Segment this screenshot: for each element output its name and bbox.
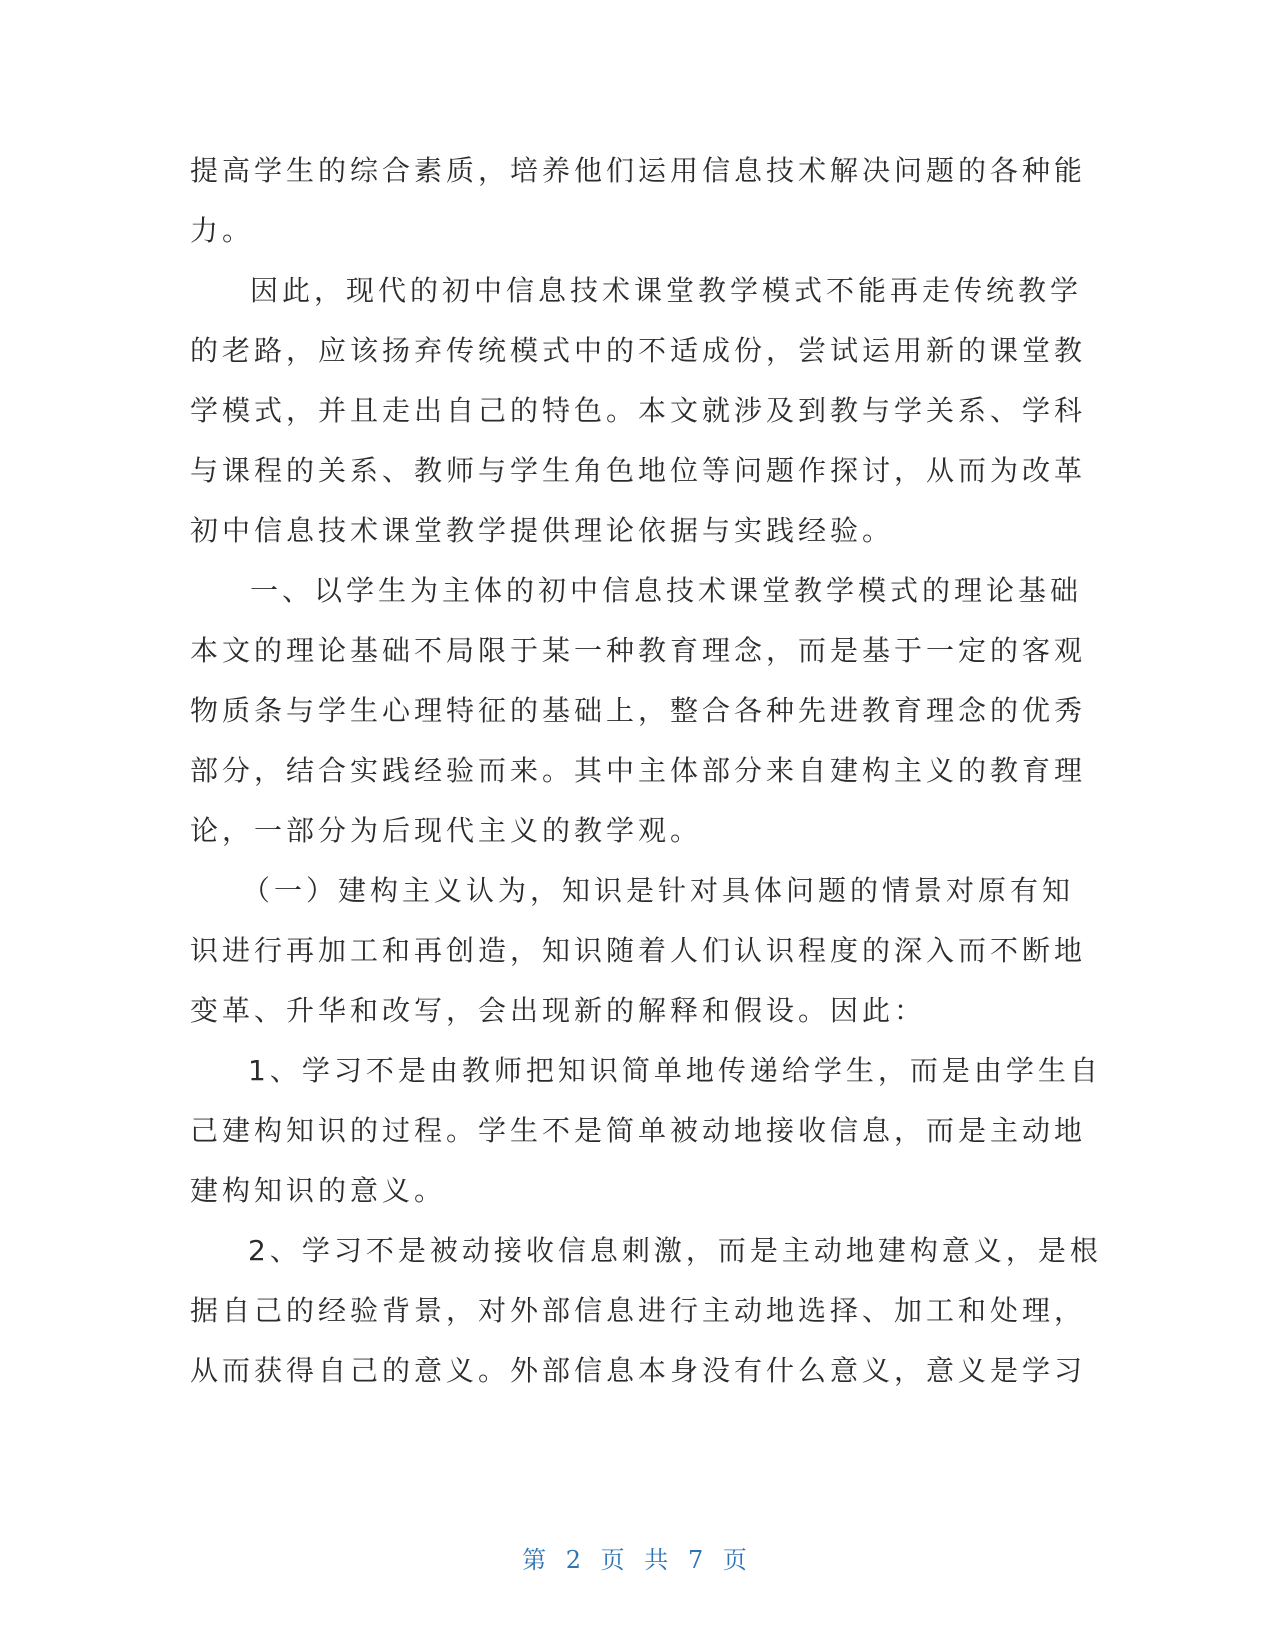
text-line: 1、学习不是由教师把知识简单地传递给学生，而是由学生自 [248, 1054, 1102, 1087]
text-line: 力。 [190, 214, 255, 247]
text-line: 与课程的关系、教师与学生角色地位等问题作探讨，从而为改革 [190, 454, 1087, 487]
text-line: 学模式，并且走出自己的特色。本文就涉及到教与学关系、学科 [190, 394, 1087, 427]
page-number-footer: 第 2 页 共 7 页 [522, 1546, 753, 1574]
text-line: 从而获得自己的意义。外部信息本身没有什么意义，意义是学习 [190, 1354, 1087, 1387]
text-line: 论，一部分为后现代主义的教学观。 [190, 814, 703, 847]
text-line: 识进行再加工和再创造，知识随着人们认识程度的深入而不断地 [190, 934, 1087, 967]
text-line: 提高学生的综合素质，培养他们运用信息技术解决问题的各种能 [190, 154, 1087, 187]
text-line: 本文的理论基础不局限于某一种教育理念，而是基于一定的客观 [190, 634, 1087, 667]
text-line: 变革、升华和改写，会出现新的解释和假设。因此： [190, 994, 927, 1027]
text-line: （一）建构主义认为，知识是针对具体问题的情景对原有知 [242, 874, 1075, 907]
text-line: 己建构知识的过程。学生不是简单被动地接收信息，而是主动地 [190, 1114, 1087, 1147]
text-line: 初中信息技术课堂教学提供理论依据与实践经验。 [190, 514, 895, 547]
text-line: 部分，结合实践经验而来。其中主体部分来自建构主义的教育理 [190, 754, 1087, 787]
text-line: 2、学习不是被动接收信息刺激，而是主动地建构意义，是根 [248, 1234, 1102, 1267]
text-line: 物质条与学生心理特征的基础上，整合各种先进教育理念的优秀 [190, 694, 1087, 727]
section-heading: 一、以学生为主体的初中信息技术课堂教学模式的理论基础 [250, 574, 1083, 607]
text-line: 据自己的经验背景，对外部信息进行主动地选择、加工和处理， [190, 1294, 1087, 1327]
document-body [190, 141, 1102, 1401]
text-line: 的老路，应该扬弃传统模式中的不适成份，尝试运用新的课堂教 [190, 334, 1087, 367]
text-line: 建构知识的意义。 [190, 1174, 447, 1207]
text-line: 因此，现代的初中信息技术课堂教学模式不能再走传统教学 [250, 274, 1083, 307]
